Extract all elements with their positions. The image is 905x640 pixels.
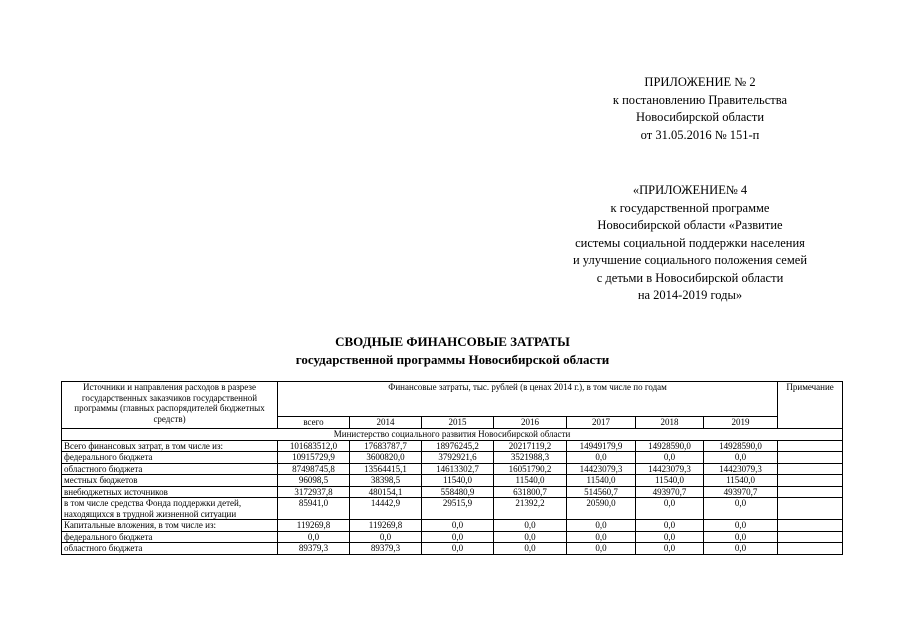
table-cell: 0,0 <box>567 520 636 532</box>
table-cell: 0,0 <box>704 452 778 464</box>
table-cell: 14928590,0 <box>636 440 704 452</box>
row-name: федерального бюджета <box>62 531 278 543</box>
note-cell <box>778 486 843 498</box>
table-cell: 11540,0 <box>422 475 494 487</box>
column-header: 2017 <box>567 417 636 429</box>
row-name: федерального бюджета <box>62 452 278 464</box>
table-cell: 0,0 <box>704 531 778 543</box>
appendix-4-line: системы социальной поддержки населения <box>575 235 805 250</box>
header-financial-costs: Финансовые затраты, тыс. рублей (в ценах 2014 г.), в том числе по годам <box>278 382 778 417</box>
column-header: 2015 <box>422 417 494 429</box>
table-cell: 11540,0 <box>636 475 704 487</box>
table-cell: 0,0 <box>636 498 704 520</box>
table-cell: 17683787,7 <box>350 440 422 452</box>
table-cell: 11540,0 <box>567 475 636 487</box>
table-cell: 21392,2 <box>494 498 567 520</box>
column-header: 2014 <box>350 417 422 429</box>
table-cell: 514560,7 <box>567 486 636 498</box>
table-cell: 119269,8 <box>278 520 350 532</box>
row-name: местных бюджетов <box>62 475 278 487</box>
section-ministry: Министерство социального развития Новосибирской области <box>62 429 843 441</box>
table-cell: 493970,7 <box>636 486 704 498</box>
table-row <box>62 498 843 520</box>
table-cell: 0,0 <box>350 531 422 543</box>
table-cell: 0,0 <box>567 543 636 555</box>
financial-costs-table <box>61 381 843 555</box>
table-cell: 3600820,0 <box>350 452 422 464</box>
table-cell: 0,0 <box>636 531 704 543</box>
appendix-4-line: с детьми в Новосибирской области <box>596 270 784 285</box>
table-cell: 10915729,9 <box>278 452 350 464</box>
table-cell: 13564415,1 <box>350 463 422 475</box>
table-row <box>62 475 843 487</box>
column-header: 2019 <box>704 417 778 429</box>
appendix-2-header <box>580 74 820 144</box>
table-cell: 87498745,8 <box>278 463 350 475</box>
table-cell: 14423079,3 <box>567 463 636 475</box>
table-row <box>62 452 843 464</box>
table-cell: 0,0 <box>704 543 778 555</box>
table-cell: 20217119,2 <box>494 440 567 452</box>
table-row <box>62 543 843 555</box>
table-row <box>62 463 843 475</box>
table-cell: 0,0 <box>422 520 494 532</box>
appendix-2-line: ПРИЛОЖЕНИЕ № 2 <box>644 75 756 89</box>
table-cell: 38398,5 <box>350 475 422 487</box>
appendix-4-line: «ПРИЛОЖЕНИЕ№ 4 <box>632 183 748 197</box>
table-cell: 14949179,9 <box>567 440 636 452</box>
table-cell: 0,0 <box>567 531 636 543</box>
table-row <box>62 531 843 543</box>
row-name: областного бюджета <box>62 543 278 555</box>
table-cell: 558480,9 <box>422 486 494 498</box>
table-cell: 0,0 <box>422 543 494 555</box>
row-name: областного бюджета <box>62 463 278 475</box>
table-cell: 11540,0 <box>494 475 567 487</box>
note-cell <box>778 440 843 452</box>
table-cell: 0,0 <box>494 543 567 555</box>
table-cell: 119269,8 <box>350 520 422 532</box>
appendix-4-header <box>540 182 840 305</box>
table-cell: 0,0 <box>636 452 704 464</box>
table-cell: 0,0 <box>278 531 350 543</box>
note-cell <box>778 475 843 487</box>
note-cell <box>778 498 843 520</box>
table-cell: 85941,0 <box>278 498 350 520</box>
table-cell: 14613302,7 <box>422 463 494 475</box>
table-cell: 0,0 <box>636 520 704 532</box>
row-name: в том числе средства Фонда поддержки детей, находящихся в трудной жизненной ситуации <box>62 498 278 520</box>
table-cell: 89379,3 <box>278 543 350 555</box>
table-cell: 20590,0 <box>567 498 636 520</box>
appendix-4-line: на 2014-2019 годы» <box>637 288 743 302</box>
table-cell: 14423079,3 <box>636 463 704 475</box>
column-header: всего <box>278 417 350 429</box>
table-cell: 29515,9 <box>422 498 494 520</box>
note-cell <box>778 520 843 532</box>
table-cell: 0,0 <box>422 531 494 543</box>
table-cell: 0,0 <box>704 498 778 520</box>
table-cell: 3172937,8 <box>278 486 350 498</box>
row-name: внебюджетных источников <box>62 486 278 498</box>
table-cell: 18976245,2 <box>422 440 494 452</box>
appendix-2-line: от 31.05.2016 № 151-п <box>640 127 760 142</box>
document-title-line-2: государственной программы Новосибирской области <box>295 352 610 367</box>
row-name: Всего финансовых затрат, в том числе из: <box>62 440 278 452</box>
table-cell: 3521988,3 <box>494 452 567 464</box>
column-header: 2016 <box>494 417 567 429</box>
header-source: Источники и направления расходов в разрезе государственных заказчиков государственной программы (главных распорядителей бюджетных средств) <box>62 382 278 429</box>
table-row <box>62 486 843 498</box>
table-cell: 480154,1 <box>350 486 422 498</box>
table-cell: 14423079,3 <box>704 463 778 475</box>
appendix-2-line: Новосибирской области <box>635 110 765 124</box>
table-row <box>62 440 843 452</box>
table-cell: 16051790,2 <box>494 463 567 475</box>
note-cell <box>778 452 843 464</box>
header-note: Примечание <box>778 382 843 429</box>
table-cell: 631800,7 <box>494 486 567 498</box>
appendix-4-line: Новосибирской области «Развитие <box>597 218 783 232</box>
table-cell: 96098,5 <box>278 475 350 487</box>
appendix-2-line: к постановлению Правительства <box>612 92 788 107</box>
table-cell: 101683512,0 <box>278 440 350 452</box>
table-cell: 0,0 <box>636 543 704 555</box>
table-cell: 89379,3 <box>350 543 422 555</box>
note-cell <box>778 531 843 543</box>
appendix-4-line: и улучшение социального положения семей <box>572 253 808 267</box>
table-cell: 0,0 <box>494 531 567 543</box>
row-name: Капитальные вложения, в том числе из: <box>62 520 278 532</box>
table-cell: 3792921,6 <box>422 452 494 464</box>
table-cell: 0,0 <box>704 520 778 532</box>
note-cell <box>778 463 843 475</box>
table-cell: 14928590,0 <box>704 440 778 452</box>
table-cell: 14442,9 <box>350 498 422 520</box>
table-cell: 0,0 <box>567 452 636 464</box>
table-row <box>62 520 843 532</box>
table-cell: 493970,7 <box>704 486 778 498</box>
column-header: 2018 <box>636 417 704 429</box>
table-cell: 11540,0 <box>704 475 778 487</box>
document-title <box>0 333 905 369</box>
note-cell <box>778 543 843 555</box>
document-title-line-1: СВОДНЫЕ ФИНАНСОВЫЕ ЗАТРАТЫ <box>335 334 570 349</box>
table-cell: 0,0 <box>494 520 567 532</box>
appendix-4-line: к государственной программе <box>610 200 770 215</box>
